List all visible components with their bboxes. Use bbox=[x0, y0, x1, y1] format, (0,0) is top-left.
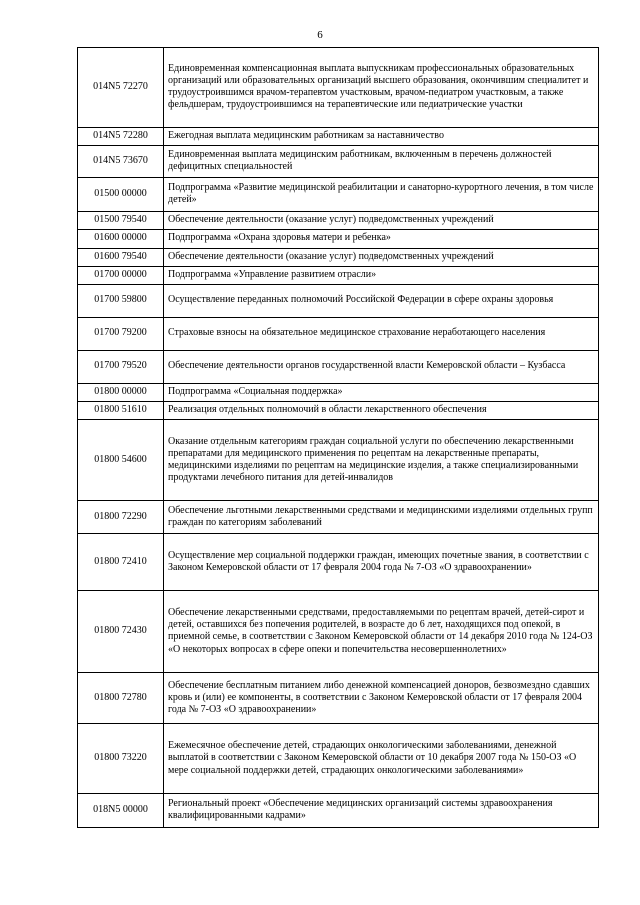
row-code: 014N5 72280 bbox=[78, 128, 164, 146]
row-code: 01800 72290 bbox=[78, 501, 164, 534]
row-code: 01700 59800 bbox=[78, 285, 164, 318]
row-name: Ежегодная выплата медицинским работникам за наставничество bbox=[164, 128, 599, 146]
table-row bbox=[78, 351, 599, 384]
table-row bbox=[78, 384, 599, 402]
table-row bbox=[78, 402, 599, 420]
table-row bbox=[78, 724, 599, 794]
row-code: 01600 79540 bbox=[78, 248, 164, 266]
row-name: Осуществление переданных полномочий Российской Федерации в сфере охраны здоровья bbox=[164, 285, 599, 318]
row-code: 01800 72780 bbox=[78, 673, 164, 724]
row-code: 01800 00000 bbox=[78, 384, 164, 402]
row-name: Обеспечение бесплатным питанием либо денежной компенсацией доноров, безвозмездно сдавших кровь и (или) ее компоненты, в соответствии с Законом Кемеровской области от 17 февраля 2004 года № 7-ОЗ «О здравоохранении» bbox=[164, 673, 599, 724]
row-name: Реализация отдельных полномочий в области лекарственного обеспечения bbox=[164, 402, 599, 420]
row-code: 01800 73220 bbox=[78, 724, 164, 794]
row-name: Осуществление мер социальной поддержки граждан, имеющих почетные звания, в соответствии с Законом Кемеровской области от 17 февраля 2004 года № 7-ОЗ «О здравоохранении» bbox=[164, 534, 599, 591]
table-row bbox=[78, 673, 599, 724]
table-row bbox=[78, 794, 599, 828]
table-row bbox=[78, 128, 599, 146]
row-code: 014N5 72270 bbox=[78, 48, 164, 128]
row-code: 01800 72410 bbox=[78, 534, 164, 591]
table-row bbox=[78, 266, 599, 284]
row-name: Обеспечение деятельности (оказание услуг) подведомственных учреждений bbox=[164, 248, 599, 266]
row-name: Подпрограмма «Управление развитием отрасли» bbox=[164, 266, 599, 284]
table-row bbox=[78, 146, 599, 178]
table-row bbox=[78, 212, 599, 230]
row-name: Обеспечение деятельности органов государственной власти Кемеровской области – Кузбасса bbox=[164, 351, 599, 384]
row-name: Ежемесячное обеспечение детей, страдающих онкологическими заболеваниями, денежной выплатой в соответствии с Законом Кемеровской области от 10 декабря 2007 года № 150-ОЗ «О мере социальной поддержки детей, страдающих онкологическими заболеваниями» bbox=[164, 724, 599, 794]
row-code: 01500 00000 bbox=[78, 178, 164, 212]
table-row bbox=[78, 420, 599, 501]
row-name: Единовременная выплата медицинским работникам, включенным в перечень должностей дефицитных специальностей bbox=[164, 146, 599, 178]
row-name: Единовременная компенсационная выплата выпускникам профессиональных образовательных организаций или образовательных организаций высшего образования, окончившим специалитет и трудоустроившимся врачом-терапевтом участковым, врачом-педиатром участковым, а также фельдшерам, трудоустроившимся на терапевтические или педиатрические участки bbox=[164, 48, 599, 128]
row-code: 01800 72430 bbox=[78, 591, 164, 673]
row-code: 014N5 73670 bbox=[78, 146, 164, 178]
page-number: 6 bbox=[317, 29, 323, 41]
row-code: 01700 79200 bbox=[78, 318, 164, 351]
row-name: Обеспечение деятельности (оказание услуг) подведомственных учреждений bbox=[164, 212, 599, 230]
row-code: 018N5 00000 bbox=[78, 794, 164, 828]
row-code: 01700 79520 bbox=[78, 351, 164, 384]
row-name: Оказание отдельным категориям граждан социальной услуги по обеспечению лекарственными препаратами для медицинского применения по рецептам на лекарственные препараты, медицинскими изделиями по рецептам на медицинские изделия, а также специализированными продуктами лечебного питания для детей-инвалидов bbox=[164, 420, 599, 501]
table-row bbox=[78, 248, 599, 266]
table-body bbox=[78, 48, 599, 828]
row-code: 01700 00000 bbox=[78, 266, 164, 284]
row-name: Подпрограмма «Развитие медицинской реабилитации и санаторно-курортного лечения, в том числе детей» bbox=[164, 178, 599, 212]
table-row bbox=[78, 534, 599, 591]
row-code: 01800 54600 bbox=[78, 420, 164, 501]
row-name: Обеспечение льготными лекарственными средствами и медицинскими изделиями отдельных групп граждан по категориям заболеваний bbox=[164, 501, 599, 534]
table-row bbox=[78, 318, 599, 351]
row-code: 01600 00000 bbox=[78, 230, 164, 248]
row-name: Подпрограмма «Охрана здоровья матери и ребенка» bbox=[164, 230, 599, 248]
row-code: 01800 51610 bbox=[78, 402, 164, 420]
table-row bbox=[78, 501, 599, 534]
table-row bbox=[78, 591, 599, 673]
row-name: Подпрограмма «Социальная поддержка» bbox=[164, 384, 599, 402]
row-name: Обеспечение лекарственными средствами, предоставляемыми по рецептам врачей, детей-сирот и детей, оставшихся без попечения родителей, в возрасте до 6 лет, находящихся под опекой, в приемной семье, в соответствии с Законом Кемеровской области от 14 декабря 2010 года № 124-ОЗ «О некоторых вопросах в сфере опеки и попечительства несовершеннолетних» bbox=[164, 591, 599, 673]
table-row bbox=[78, 230, 599, 248]
budget-classification-table bbox=[77, 47, 599, 828]
table-row bbox=[78, 178, 599, 212]
row-name: Региональный проект «Обеспечение медицинских организаций системы здравоохранения квалифицированными кадрами» bbox=[164, 794, 599, 828]
table-row bbox=[78, 48, 599, 128]
row-name: Страховые взносы на обязательное медицинское страхование неработающего населения bbox=[164, 318, 599, 351]
row-code: 01500 79540 bbox=[78, 212, 164, 230]
table-row bbox=[78, 285, 599, 318]
